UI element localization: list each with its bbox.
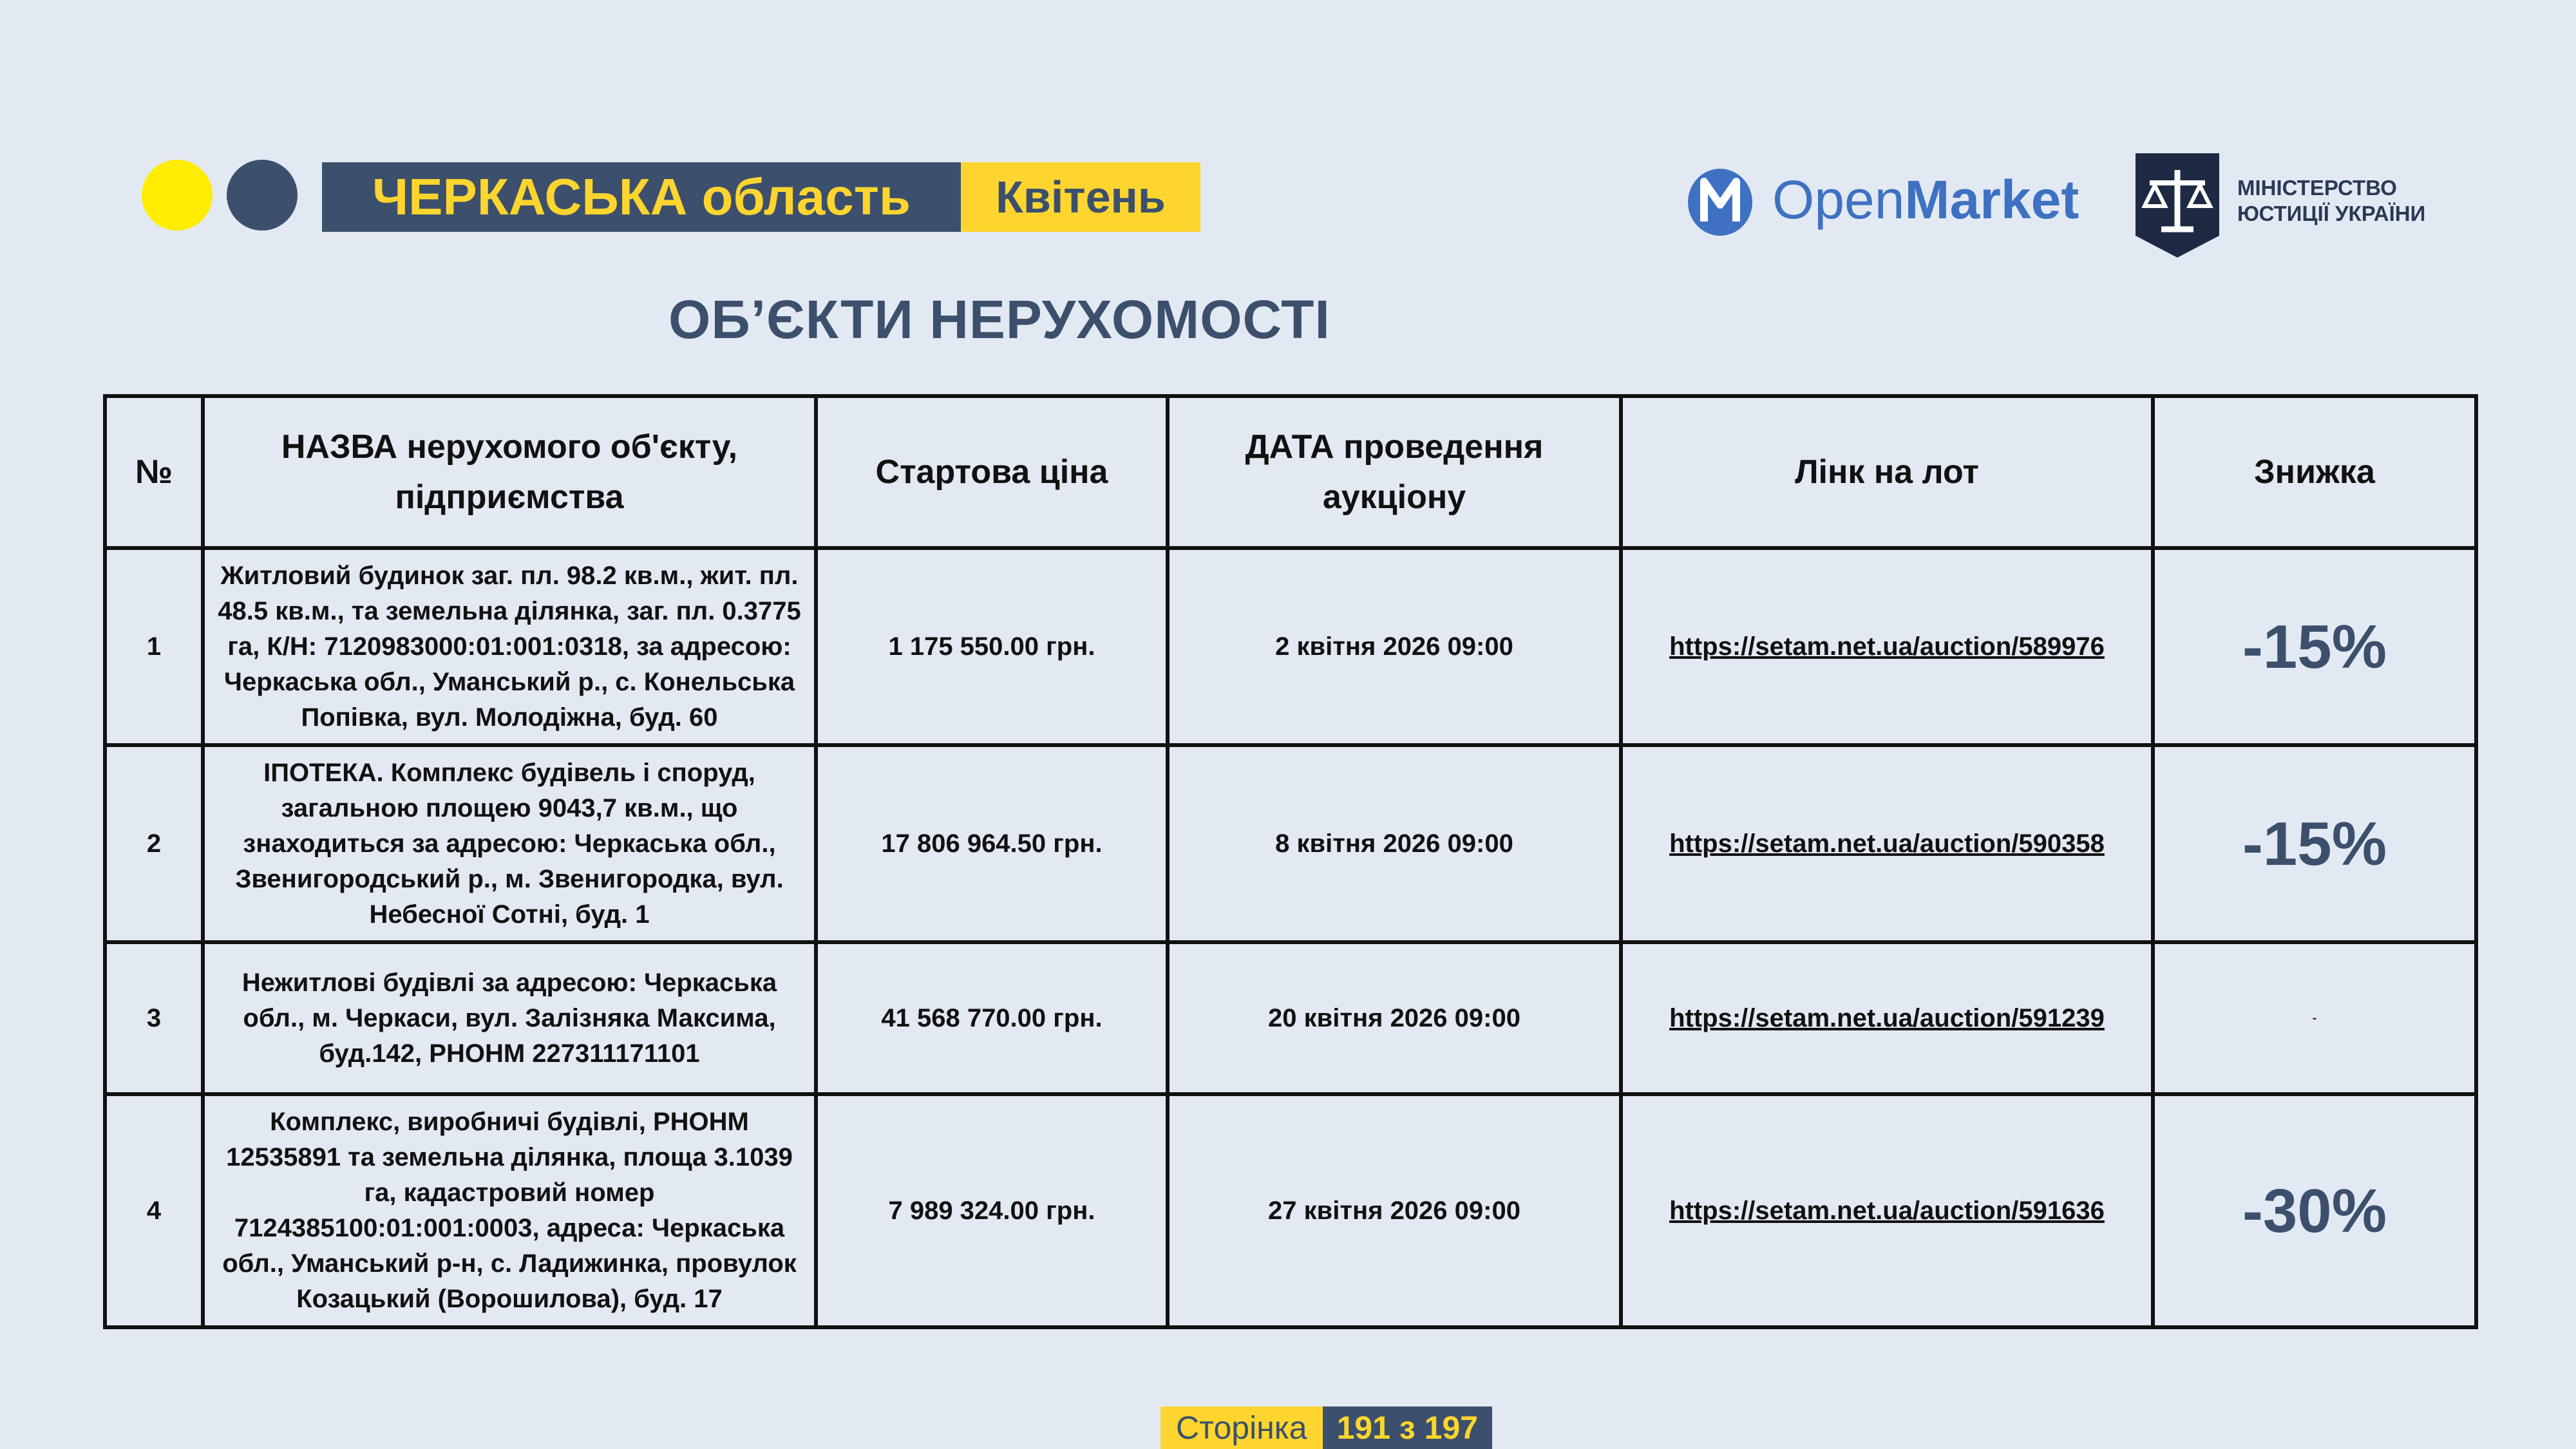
object-name: ІПОТЕКА. Комплекс будівель і споруд, загальною площею 9043,7 кв.м., що знаходиться за адресою: Черкаська обл., Звенигородський р., м. Звенигородка, вул. Небесної Сотні, буд. 1	[203, 745, 816, 942]
lot-link-cell	[1621, 548, 2153, 745]
month-label: Квітень	[961, 162, 1200, 232]
openmarket-wordmark-bold: Market	[1904, 169, 2079, 230]
table-row	[105, 745, 2476, 942]
discount-value: -30%	[2153, 1094, 2476, 1327]
auction-date: 8 квітня 2026 09:00	[1168, 745, 1621, 942]
lot-link[interactable]: https://setam.net.ua/auction/591239	[1669, 1003, 2105, 1032]
page-title: ОБ’ЄКТИ НЕРУХОМОСТІ	[668, 289, 1331, 350]
region-label: ЧЕРКАСЬКА область	[322, 162, 961, 232]
object-name: Нежитлові будівлі за адресою: Черкаська обл., м. Черкаси, вул. Залізняка Максима, буд.142, РНОНМ 227311171101	[203, 942, 816, 1094]
auction-date: 20 квітня 2026 09:00	[1168, 942, 1621, 1094]
ministry-name	[2237, 175, 2425, 227]
page-indicator	[1160, 1406, 1492, 1449]
row-number: 2	[105, 745, 203, 942]
openmarket-logo-icon	[1686, 165, 1754, 237]
discount-value: -15%	[2153, 745, 2476, 942]
page-number: 191 з 197	[1323, 1406, 1492, 1449]
navy-circle-decoration	[227, 160, 298, 231]
discount-value: -	[2153, 942, 2476, 1094]
openmarket-wordmark	[1772, 169, 2079, 231]
lots-table	[103, 394, 2478, 1329]
ministry-name-line1: МІНІСТЕРСТВО	[2237, 176, 2397, 200]
ministry-name-line2: ЮСТИЦІЇ УКРАЇНИ	[2237, 202, 2426, 225]
header-link: Лінк на лот	[1621, 396, 2153, 548]
lot-link-cell	[1621, 942, 2153, 1094]
start-price: 7 989 324.00 грн.	[816, 1094, 1168, 1327]
header-date: ДАТА проведення аукціону	[1168, 396, 1621, 548]
lot-link[interactable]: https://setam.net.ua/auction/590358	[1669, 829, 2105, 858]
lot-link-cell	[1621, 745, 2153, 942]
auction-date: 27 квітня 2026 09:00	[1168, 1094, 1621, 1327]
header-name: НАЗВА нерухомого об'єкту, підприємства	[203, 396, 816, 548]
row-number: 3	[105, 942, 203, 1094]
row-number: 1	[105, 548, 203, 745]
lot-link[interactable]: https://setam.net.ua/auction/589976	[1669, 632, 2105, 661]
header-number: №	[105, 396, 203, 548]
start-price: 1 175 550.00 грн.	[816, 548, 1168, 745]
row-number: 4	[105, 1094, 203, 1327]
table-row	[105, 1094, 2476, 1327]
start-price: 41 568 770.00 грн.	[816, 942, 1168, 1094]
header-discount: Знижка	[2153, 396, 2476, 548]
ministry-scales-shield-icon	[2136, 153, 2219, 258]
auction-date: 2 квітня 2026 09:00	[1168, 548, 1621, 745]
lot-link[interactable]: https://setam.net.ua/auction/591636	[1669, 1196, 2105, 1225]
table-row	[105, 942, 2476, 1094]
object-name: Комплекс, виробничі будівлі, РНОНМ 12535891 та земельна ділянка, площа 3.1039 га, кадастровий номер 7124385100:01:001:0003, адреса: Черкаська обл., Уманський р-н, с. Ладижинка, провулок Козацький (Ворошилова), буд. 17	[203, 1094, 816, 1327]
table-header-row	[105, 396, 2476, 548]
table-row	[105, 548, 2476, 745]
discount-value: -15%	[2153, 548, 2476, 745]
yellow-circle-decoration	[142, 160, 213, 231]
object-name: Житловий будинок заг. пл. 98.2 кв.м., жит. пл. 48.5 кв.м., та земельна ділянка, заг. пл. 0.3775 га, К/Н: 7120983000:01:001:0318, за адресою: Черкаська обл., Уманський р., с. Конельська Попівка, вул. Молодіжна, буд. 60	[203, 548, 816, 745]
start-price: 17 806 964.50 грн.	[816, 745, 1168, 942]
header-price: Стартова ціна	[816, 396, 1168, 548]
page-label: Сторінка	[1160, 1406, 1323, 1449]
lot-link-cell	[1621, 1094, 2153, 1327]
openmarket-wordmark-light: Open	[1772, 169, 1905, 230]
